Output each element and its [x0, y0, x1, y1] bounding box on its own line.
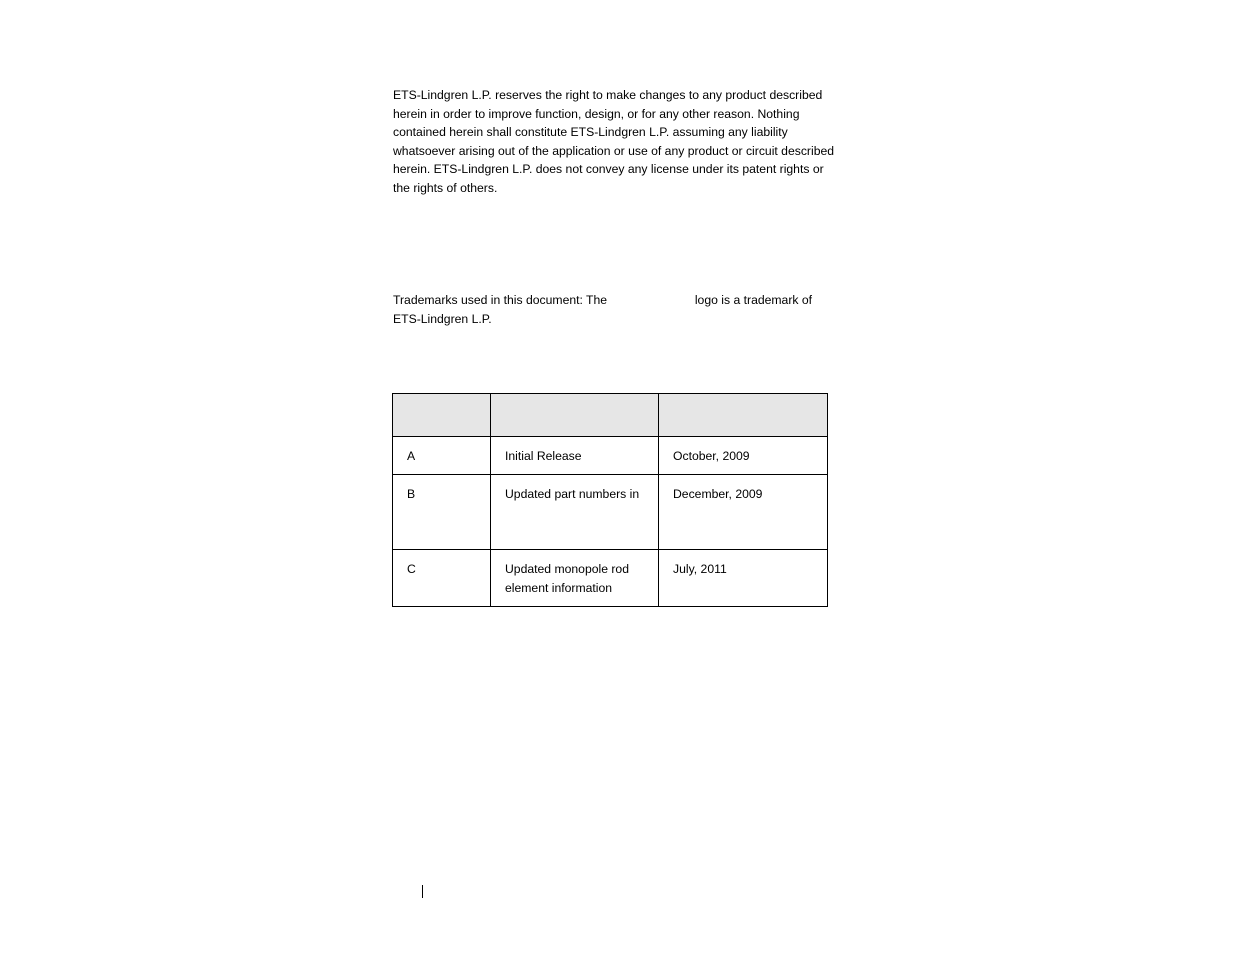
disclaimer-paragraph: ETS-Lindgren L.P. reserves the right to make changes to any product described herein in order to improve function, design, or for any other reason. Nothing contained herein shall constitute ETS-Lindgren L.P. assuming any liability whatsoever arising out of the application or use of any product or circuit described herein. ETS-Lindgren L.P. does not convey any license under its patent rights or the rights of others. [393, 88, 835, 195]
table-row [393, 475, 828, 550]
trademark-line-2: ETS-Lindgren L.P. [393, 311, 492, 326]
table-header-row [393, 394, 828, 437]
trademark-line-1 [393, 291, 833, 310]
table-row [393, 437, 828, 475]
cell-revision: C [393, 550, 491, 607]
cell-description: Initial Release [491, 437, 659, 475]
table-row [393, 550, 828, 607]
revision-history-table [392, 393, 828, 607]
cell-date: October, 2009 [659, 437, 828, 475]
cell-description: Updated monopole rod element information [491, 550, 659, 607]
header-description [491, 394, 659, 437]
logo-placeholder [610, 292, 691, 304]
trademark-text-after-logo: logo is a trademark of [694, 293, 813, 307]
cell-date: December, 2009 [659, 475, 828, 550]
trademark-paragraph [393, 291, 833, 328]
cell-revision: B [393, 475, 491, 550]
trademark-text-before-logo: Trademarks used in this document: The [393, 293, 608, 307]
header-revision [393, 394, 491, 437]
cell-date: July, 2011 [659, 550, 828, 607]
text-cursor-mark [422, 885, 423, 898]
cell-description: Updated part numbers in [491, 475, 659, 550]
header-date [659, 394, 828, 437]
cell-revision: A [393, 437, 491, 475]
